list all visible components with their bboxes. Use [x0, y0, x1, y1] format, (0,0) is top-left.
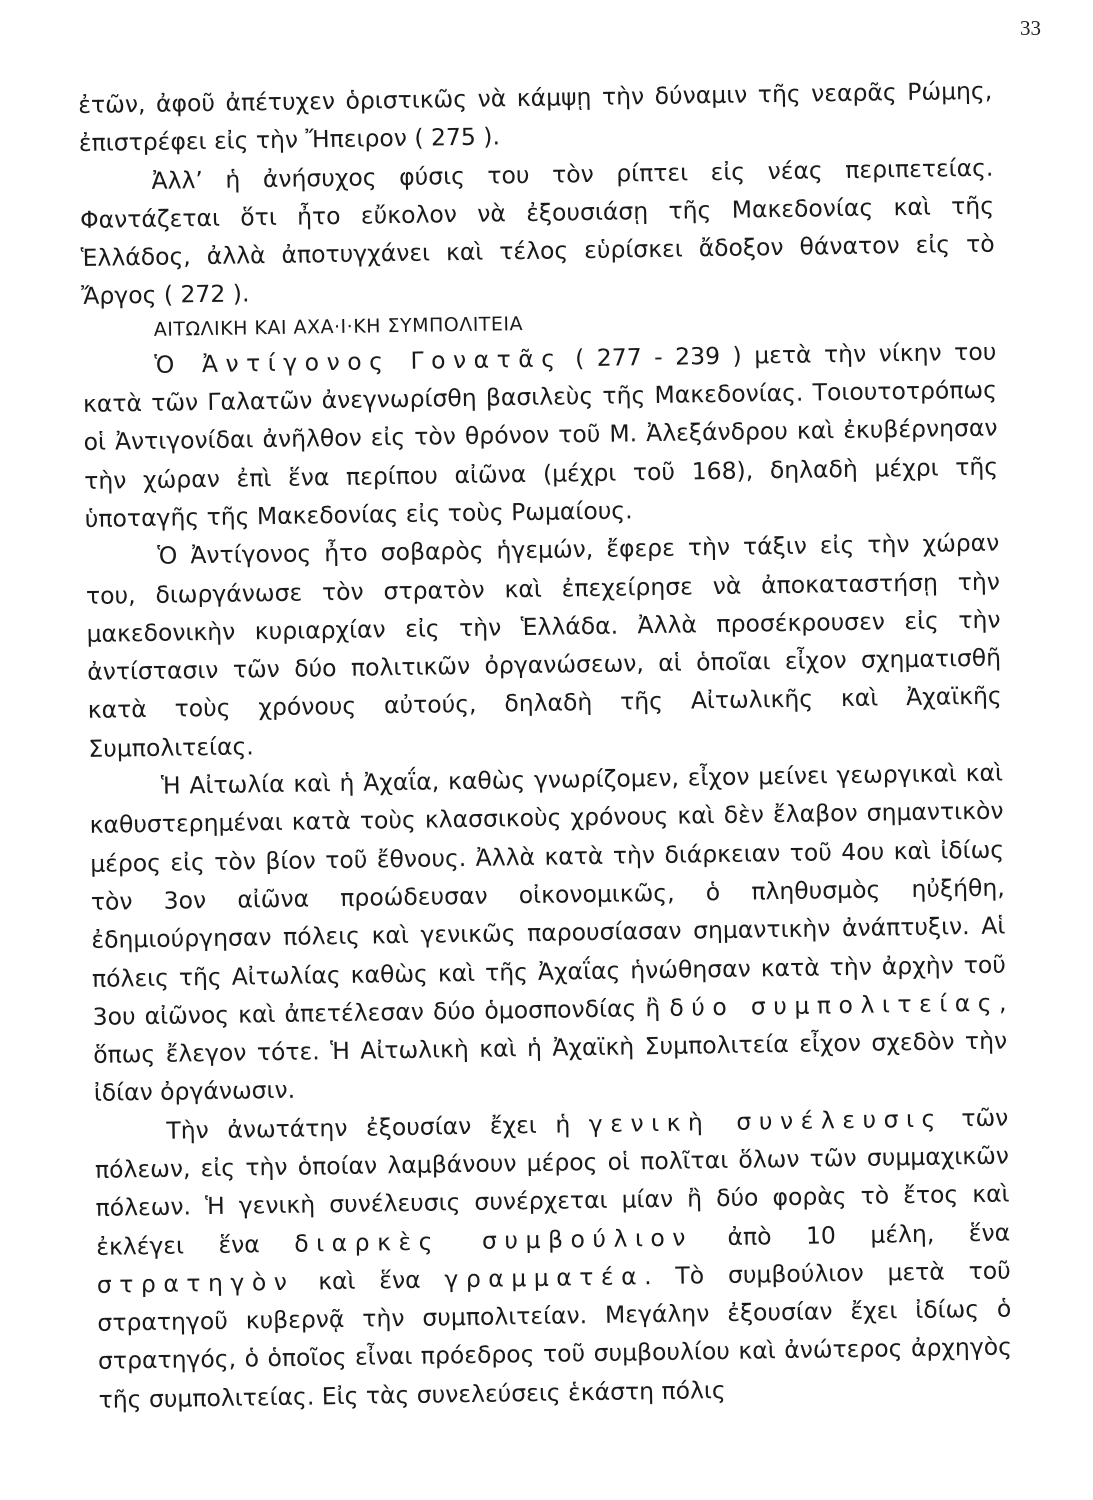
- paragraph-3-text: ( 277 - 239 ) μετὰ τὴν νίκην του κατὰ τῶν Γαλατῶν ἀνεγνωρίσθη βασιλεὺς τῆς Μακεδονίας. Τοιουτοτρόπως οἱ Ἀντιγονίδαι ἀνῆλθον εἰς τὸν θρόνον τοῦ Μ. Ἀλεξάνδρου καὶ ἐκυβέρνησαν τὴν χώραν ἐπὶ ἕνα περίπου αἰῶνα (μέχρι τοῦ 168), δηλαδὴ μέχρι τῆς ὑποταγῆς τῆς Μακεδονίας εἰς τοὺς Ρωμαίους.: [82, 337, 999, 533]
- page-text: [78, 72, 1013, 1419]
- paragraph-1: ἐτῶν, ἀφοῦ ἀπέτυχεν ὁριστικῶς νὰ κάμψῃ τὴν δύναμιν τῆς νεαρᾶς Ρώμης, ἐπιστρέφει εἰς τὴν Ἤπειρον ( 275 ).: [78, 76, 993, 158]
- emphasized-term-general-assembly: γενικὴ συνέλευσις: [588, 1104, 943, 1138]
- emphasized-term-council: διαρκὲς συμβούλιον: [294, 1223, 694, 1258]
- paragraph-6-text-c: ἀπὸ 10 μέλη, ἕνα: [692, 1218, 1011, 1252]
- page-number: 33: [1020, 16, 1041, 40]
- section-heading: ΑΙΤΩΛΙΚΗ ΚΑΙ ΑΧΑ·Ι·ΚΗ ΣΥΜΠΟΛΙΤΕΙΑ: [153, 312, 524, 341]
- emphasized-term-secretary: γραμματέα: [444, 1262, 645, 1294]
- paragraph-3: [82, 332, 999, 538]
- emphasized-term: δύο συμπολιτείας: [669, 988, 1000, 1022]
- paragraph-6-text-e: . Τὸ συμβούλιον μετὰ τοῦ στρατηγοῦ κυβερνᾷ τὴν συμπολιτείαν. Μεγάλην ἐξουσίαν ἔχει ἰδίως ὁ στρατηγός, ὁ ὁποῖος εἶναι πρόεδρος τοῦ συμβουλίου καὶ ἀνώτερος ἀρχηγὸς τῆς συμπολιτείας. Εἰς τὰς συνελεύσεις ἑκάστη πόλις: [97, 1256, 1013, 1414]
- paragraph-6: [94, 1098, 1013, 1419]
- paragraph-6-text-b: τῶν πόλεων, εἰς τὴν ὁποίαν λαμβάνουν μέρος οἱ πολῖται ὅλων τῶν συμμαχικῶν πόλεων. Ἡ γενικὴ συνέλευσις συνέρχεται μίαν ἢ δύο φορὰς τὸ ἔτος καὶ ἐκλέγει ἕνα: [94, 1103, 1010, 1261]
- paragraph-5-text-b: , ὅπως ἔλεγον τότε. Ἡ Αἰτωλικὴ καὶ ἡ Ἀχαϊκὴ Συμπολιτεία εἶχον σχεδὸν τὴν ἰδίαν ὀργάνωσιν.: [93, 988, 1008, 1108]
- paragraph-5: [89, 754, 1008, 1113]
- emphasized-term-general: στρατηγὸν: [96, 1267, 295, 1299]
- paragraph-6-text-a: Τὴν ἀνωτάτην ἐξουσίαν ἔχει ἡ: [166, 1109, 590, 1145]
- paragraph-6-text-d: καὶ ἕνα: [294, 1265, 445, 1296]
- paragraph-4: Ὁ Ἀντίγονος ἦτο σοβαρὸς ἡγεμών, ἔφερε τὴν τάξιν εἰς τὴν χώραν του, διωργάνωσε τὸν στρατὸν καὶ ἐπεχείρησε νὰ ἀποκαταστήσῃ τὴν μακεδονικὴν κυριαρχίαν εἰς τὴν Ἑλλάδα. Ἀλλὰ προσέκρουσεν εἰς τὴν ἀντίστασιν τῶν δύο πολιτικῶν ὀργανώσεων, αἱ ὁποῖαι εἶχον σχηματισθῆ κατὰ τοὺς χρόνους αὐτούς, δηλαδὴ τῆς Αἰτωλικῆς καὶ Ἀχαϊκῆς Συμπολιτείας.: [85, 528, 1002, 763]
- paragraph-5-text-a: Ἡ Αἰτωλία καὶ ἡ Ἀχαΐα, καθὼς γνωρίζομεν, εἶχον μείνει γεωργικαὶ καὶ καθυστερημέναι κατὰ τοὺς κλασσικοὺς χρόνους καὶ δὲν ἔλαβον σημαντικὸν μέρος εἰς τὸν βίον τοῦ ἔθνους. Ἀλλὰ κατὰ τὴν διάρκειαν τοῦ 4ου καὶ ἰδίως τὸν 3ον αἰῶνα προώδευσαν οἰκονομικῶς, ὁ πληθυσμὸς ηὐξήθη, ἐδημιούργησαν πόλεις καὶ γενικῶς παρουσίασαν σημαντικὴν ἀνάπτυξιν. Αἱ πόλεις τῆς Αἰτωλίας καθὼς καὶ τῆς Ἀχαΐας ἡνώθησαν κατὰ τὴν ἀρχὴν τοῦ 3ου αἰῶνος καὶ ἀπετέλεσαν δύο ὁμοσπονδίας ἢ: [89, 758, 1007, 1031]
- paragraph-2: Ἀλλ’ ἡ ἀνήσυχος φύσις του τὸν ρίπτει εἰς νέας περιπετείας. Φαντάζεται ὅτι ἦτο εὔκολον νὰ ἐξουσιάσῃ τῆς Μακεδονίας καὶ τῆς Ἑλλάδος, ἀλλὰ ἀποτυγχάνει καὶ τέλος εὑρίσκει ἄδοξον θάνατον εἰς τὸ Ἄργος ( 272 ).: [79, 153, 995, 311]
- emphasized-name: Ὁ Ἀντίγονος Γονατᾶς: [154, 344, 563, 379]
